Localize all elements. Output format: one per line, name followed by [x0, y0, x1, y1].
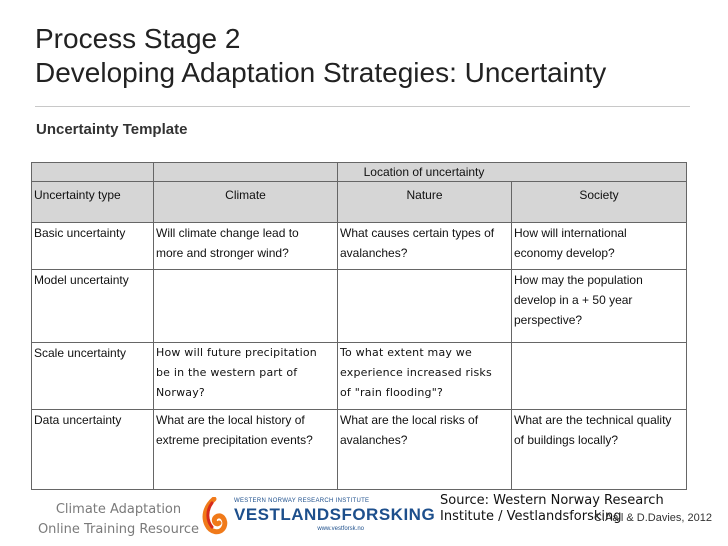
cell-line: Norway? — [156, 386, 205, 399]
cell-line: more and stronger wind? — [156, 246, 289, 260]
course-name — [36, 500, 201, 540]
cell-line: What causes certain types of — [340, 226, 495, 240]
column-header-row — [32, 182, 687, 223]
society-cell — [512, 410, 687, 490]
author-credit: C.Aall & D.Davies, 2012 — [594, 512, 712, 524]
table-row — [32, 410, 687, 490]
title-line-2: Developing Adaptation Strategies: Uncertainty — [35, 57, 607, 88]
location-header-label: Location of uncertainty — [363, 165, 485, 179]
location-header-cell — [338, 163, 687, 182]
cell-line: What are the technical quality — [514, 413, 672, 427]
nature-cell — [338, 410, 512, 490]
cell-line: To what extent may we — [340, 346, 472, 359]
society-cell — [512, 223, 687, 270]
location-header-spacer — [154, 163, 338, 182]
cell-line: avalanches? — [340, 433, 408, 447]
column-header-nature: Nature — [338, 182, 512, 223]
cell-line: perspective? — [514, 313, 583, 327]
cell-line: What are the local history of — [156, 413, 305, 427]
logo-wordmark: VESTLANDSFORSKING — [234, 505, 436, 524]
column-header-type: Uncertainty type — [32, 182, 154, 223]
logo-url: www.vestforsk.no — [317, 526, 364, 532]
cell-line: What are the local risks of — [340, 413, 479, 427]
cell-line: How may the population — [514, 273, 643, 287]
row-type-cell: Model uncertainty — [32, 270, 154, 343]
template-heading: Uncertainty Template — [36, 121, 188, 138]
cell-line: How will international — [514, 226, 627, 240]
cell-line: Will climate change lead to — [156, 226, 299, 240]
climate-cell — [154, 223, 338, 270]
cell-line: How will future precipitation — [156, 346, 317, 359]
cell-line: be in the western part of — [156, 366, 298, 379]
climate-cell — [154, 410, 338, 490]
climate-cell — [154, 270, 338, 343]
title-divider — [35, 106, 690, 107]
source-line-2: Institute / Vestlandsforsking — [440, 509, 622, 524]
nature-cell — [338, 343, 512, 410]
cell-line: experience increased risks — [340, 366, 492, 379]
table-row — [32, 270, 687, 343]
row-type-cell: Data uncertainty — [32, 410, 154, 490]
course-name-line-2: Online Training Resource — [37, 522, 200, 537]
table-row — [32, 223, 687, 270]
uncertainty-table — [31, 162, 687, 490]
cell-line: avalanches? — [340, 246, 408, 260]
cell-line: extreme precipitation events? — [156, 433, 313, 447]
cell-line: economy develop? — [514, 246, 615, 260]
society-cell — [512, 270, 687, 343]
climate-cell — [154, 343, 338, 410]
course-name-line-1: Climate Adaptation — [55, 502, 182, 517]
title-line-1: Process Stage 2 — [35, 23, 241, 54]
nature-cell — [338, 270, 512, 343]
cell-line: develop in a + 50 year — [514, 293, 633, 307]
column-header-climate: Climate — [154, 182, 338, 223]
source-line-1: Source: Western Norway Research — [440, 493, 664, 508]
column-header-society: Society — [512, 182, 687, 223]
location-header-row — [32, 163, 687, 182]
society-cell — [512, 343, 687, 410]
logo-institute-text: WESTERN NORWAY RESEARCH INSTITUTE — [234, 498, 370, 504]
slide-title — [35, 22, 715, 90]
cell-line: of "rain flooding"? — [340, 386, 444, 399]
row-type-cell: Scale uncertainty — [32, 343, 154, 410]
location-header-spacer — [32, 163, 154, 182]
vestlandsforsking-logo — [234, 498, 436, 540]
nature-cell — [338, 223, 512, 270]
row-type-cell: Basic uncertainty — [32, 223, 154, 270]
flame-swirl-icon — [200, 497, 228, 537]
table-row — [32, 343, 687, 410]
cell-line: of buildings locally? — [514, 433, 619, 447]
